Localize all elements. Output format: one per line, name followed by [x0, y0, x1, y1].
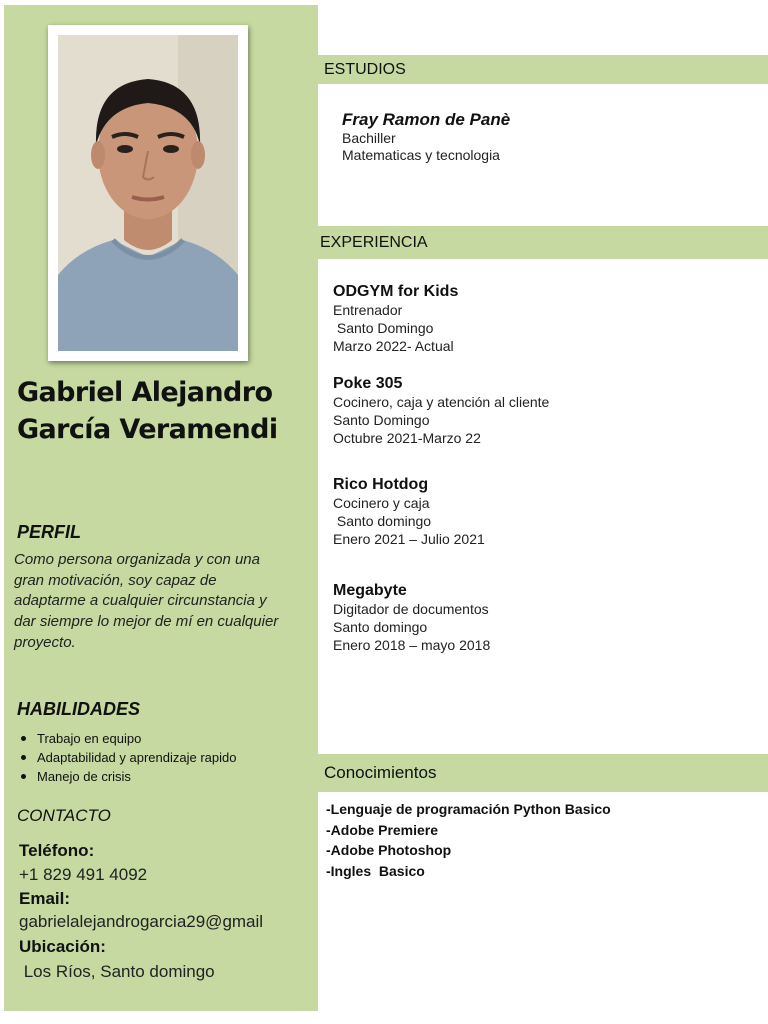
estudios-heading: [318, 55, 768, 84]
job-location: Santo Domingo: [333, 412, 430, 428]
job-entry: [333, 475, 485, 548]
job-role: Cocinero, caja y atención al cliente: [333, 394, 550, 410]
contacto-heading: CONTACTO: [17, 806, 111, 825]
job-entry: [333, 374, 549, 447]
phone-label: Teléfono:: [19, 841, 95, 860]
job-location: Santo Domingo: [333, 320, 434, 336]
location-value: Los Ríos, Santo domingo: [19, 962, 215, 981]
knowledge-item: -Adobe Photoshop: [326, 842, 452, 858]
school-field: Matematicas y tecnologia: [342, 147, 500, 163]
perfil-heading: PERFIL: [17, 522, 82, 542]
estudios-heading-text: ESTUDIOS: [324, 60, 406, 78]
email-label: Email:: [19, 889, 71, 908]
portrait-image: [58, 35, 238, 351]
experiencia-heading-text: EXPERIENCIA: [320, 233, 428, 251]
school-degree: Bachiller: [342, 130, 396, 146]
email-value: gabrielalejandrogarcia29@gmail: [19, 912, 264, 931]
job-entry: [333, 282, 458, 355]
school-name: Fray Ramon de Panè: [342, 110, 511, 129]
name-line-2: García Veramendi: [17, 414, 278, 445]
job-period: Enero 2021 – Julio 2021: [333, 531, 485, 547]
job-role: Digitador de documentos: [333, 601, 489, 617]
knowledge-item: -Lenguaje de programación Python Basico: [326, 801, 611, 817]
knowledge-item: -Adobe Premiere: [326, 821, 439, 838]
job-location: Santo domingo: [333, 619, 428, 635]
skill-item: Trabajo en equipo: [20, 729, 310, 748]
knowledge-item: -Ingles Basico: [326, 862, 425, 879]
conocimientos-heading: [318, 754, 768, 792]
job-company: ODGYM for Kids: [333, 283, 459, 300]
job-location: Santo domingo: [333, 513, 432, 529]
habilidades-heading: HABILIDADES: [17, 699, 141, 719]
profile-photo: [58, 35, 238, 351]
perfil-text: Como persona organizada y con una gran motivación, soy capaz de adaptarme a cualquier circunstancia y dar siempre lo mejor de mí en cualquier proyecto.: [14, 551, 279, 651]
job-period: Marzo 2022- Actual: [333, 338, 454, 354]
name-line-1: Gabriel Alejandro: [17, 377, 273, 408]
candidate-name: [17, 374, 312, 448]
experiencia-heading: [318, 226, 768, 259]
skills-list: [20, 729, 310, 786]
job-company: Poke 305: [333, 375, 403, 392]
job-company: Rico Hotdog: [333, 476, 429, 493]
skill-item: Manejo de crisis: [20, 767, 310, 786]
job-period: Enero 2018 – mayo 2018: [333, 637, 491, 653]
job-company: Megabyte: [333, 582, 407, 599]
job-entry: [333, 581, 490, 654]
knowledge-list: [326, 799, 611, 881]
job-role: Cocinero y caja: [333, 495, 430, 511]
phone-value: +1 829 491 4092: [19, 865, 148, 884]
school-entry: [342, 110, 510, 164]
conocimientos-heading-text: Conocimientos: [324, 763, 437, 782]
location-label: Ubicación:: [19, 937, 106, 956]
job-period: Octubre 2021-Marzo 22: [333, 430, 481, 446]
job-role: Entrenador: [333, 302, 403, 318]
profile-photo-frame: [48, 25, 248, 361]
skill-item: Adaptabilidad y aprendizaje rapido: [20, 748, 310, 767]
